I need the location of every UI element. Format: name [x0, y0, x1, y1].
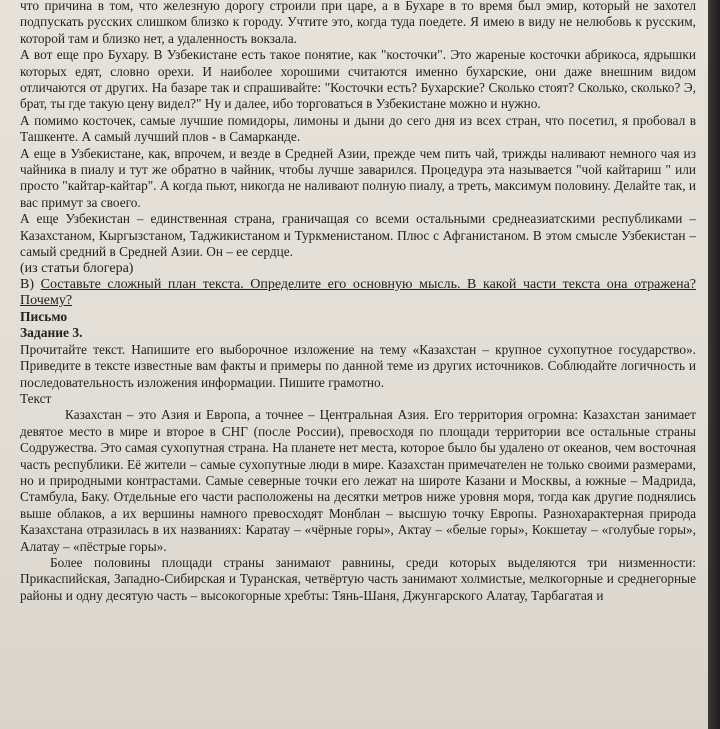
text-label: Текст — [20, 390, 52, 406]
source-note: (из статьи блогера) — [20, 260, 134, 276]
passage-a-paragraph-1: что причина в том, что железную дорогу строили при царе, а в Бухаре в то время был эмир, который не захотел подпускать русских слишком близко к городу. Учтите это, когда туда поедете. Я имею в виду не нелюбовь к русским, которой там и близко нет, а удаленность вокзала. — [20, 0, 696, 46]
passage-b-paragraph-1: Казахстан – это Азия и Европа, а точнее – Центральная Азия. Его территория огромна: Казахстан занимает девятое место в мире и второе в СНГ (после России), превосходя по площади территории все остальные страны Содружества. Это самая сухопутная страна. На планете нет места, которое было бы удалено от океанов, чем восточная часть республики. Её жители – самые сухопутные люди в мире. Казахстан примечателен не только своими размерами, но и природными контрастами. Самые северные точки его лежат на широте Казани и Москвы, а южные – Мадрида, Стамбула, Баку. Отдельные его части расположены на десятки метров ниже уровня моря, тогда как другие поднялись выше облаков, а их вершины намного превосходят Монблан – высшую точку Европы. Разнохарактерная природа Казахстана отразилась в их названиях: Каратау – «чёрные горы», Актау – «белые горы», Кокшетау – «голубые горы», Алатау – «пёстрые горы». — [20, 407, 696, 554]
task-instructions: Прочитайте текст. Напишите его выборочное изложение на тему «Казахстан – крупное сухопутное государство». Приведите в тексте известные вам факты и примеры по данной теме из других источников. Соблюдайте логичность и последовательность изложения информации. Пишите грамотно. — [20, 341, 696, 390]
passage-a-paragraph-3: А помимо косточек, самые лучшие помидоры, лимоны и дыни до сего дня из всех стран, что посетил, я пробовал в Ташкенте. А самый лучший плов - в Самарканде. — [20, 112, 696, 145]
page-edge-shadow — [708, 0, 720, 729]
task-title: Задание 3. — [20, 325, 83, 341]
task-b-text: Составьте сложный план текста. Определите его основную мысль. В какой части текста она отражена? Почему? — [20, 276, 697, 308]
page-text — [20, 0, 696, 604]
passage-a-paragraph-5: А еще Узбекистан – единственная страна, граничащая со всеми остальными среднеазиатскими республиками – Казахстаном, Кыргызстаном, Таджикистаном и Туркменистаном. Плюс с Афганистаном. В этом смысле Узбекистан – самый средний в Средней Азии. Он – ее сердце. — [20, 211, 696, 260]
passage-b-paragraph-2: Более половины площади страны занимают равнины, среди которых выделяются три низменности: Прикаспийская, Западно-Сибирская и Туранская, четвёртую часть занимают холмистые, мелкогорные и среднегорные районы и одну десятую часть – высокогорные хребты: Тянь-Шаня, Джунгарского Алатау, Тарбагатая и — [20, 555, 696, 603]
passage-a-paragraph-2: А вот еще про Бухару. В Узбекистане есть такое понятие, как "косточки". Это жареные косточки абрикоса, ядрышки которых едят, словно орехи. И наиболее хорошими считаются именно бухарские, они даже внешним видом отличаются от других. На базаре так и спрашивайте: "Косточки есть? Бухарские? Сколько стоят? Сколько, сколько? Э, брат, ты где такую цену видел?" Ну и далее, ибо торговаться в Узбекистане можно и нужно. — [20, 47, 696, 112]
section-title: Письмо — [20, 308, 68, 324]
passage-a-paragraph-4: А еще в Узбекистане, как, впрочем, и везде в Средней Азии, прежде чем пить чай, трижды наливают немного чая из чайника в пиалу и тут же обратно в чайник, чтобы лучше заварился. Процедура эта называется "чой кайтариш " или просто "кайтар-кайтар". А когда пьют, никогда не наливают полную пиалу, а треть, максимум половину. Делайте так, и вас примут за своего. — [20, 145, 696, 210]
task-b — [20, 277, 696, 309]
task-b-prefix: В) — [20, 276, 41, 292]
